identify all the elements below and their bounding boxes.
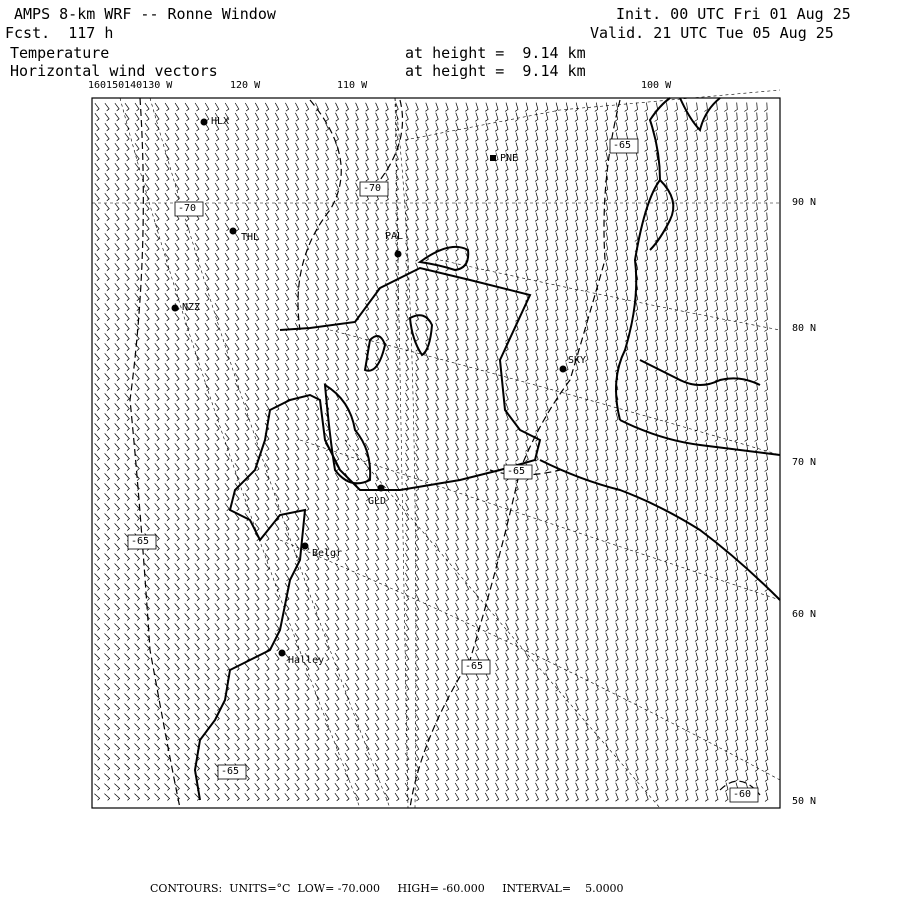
contour-label: -65 xyxy=(613,140,632,151)
contour-label: -70 xyxy=(363,183,382,194)
field-name-temperature: Temperature xyxy=(10,44,110,62)
station-label: HLX xyxy=(211,116,230,127)
contour-label: -60 xyxy=(733,789,752,800)
longitude-label: 160150140130 W xyxy=(88,80,173,91)
map-title: AMPS 8-km WRF -- Ronne Window xyxy=(14,5,276,23)
station-label: THL xyxy=(241,232,260,243)
contour-label: -65 xyxy=(131,536,150,547)
height-temperature: at height = 9.14 km xyxy=(405,44,586,62)
station-label: NZZ xyxy=(182,302,201,313)
station-label: Belgr xyxy=(312,548,343,559)
station-label: PNE xyxy=(500,153,519,164)
contour-label: -65 xyxy=(507,466,526,477)
contour-label: -65 xyxy=(465,661,484,672)
forecast-hour: Fcst. 117 h xyxy=(5,24,114,42)
valid-time: Valid. 21 UTC Tue 05 Aug 25 xyxy=(590,24,834,42)
longitude-label: 120 W xyxy=(230,80,261,91)
longitude-label: 110 W xyxy=(337,80,368,91)
latitude-label: 90 N xyxy=(792,197,817,208)
contour-info: CONTOURS: UNITS=°C LOW= -70.000 HIGH= -60.000 INTERVAL= 5.0000 xyxy=(150,882,624,895)
height-wind: at height = 9.14 km xyxy=(405,62,586,80)
contour-label: -65 xyxy=(221,766,240,777)
station-label: Halley xyxy=(288,655,325,666)
latitude-label: 60 N xyxy=(792,609,817,620)
contour-label: -70 xyxy=(178,203,197,214)
latitude-label: 50 N xyxy=(792,796,817,807)
contour-label-boxes xyxy=(128,139,758,802)
station-label: PAL xyxy=(385,231,404,242)
init-time: Init. 00 UTC Fri 01 Aug 25 xyxy=(616,5,851,23)
station-label: GLD xyxy=(368,496,387,507)
latitude-label: 70 N xyxy=(792,457,817,468)
station-label: SKY xyxy=(568,355,587,366)
longitude-label: 100 W xyxy=(641,80,672,91)
field-name-wind: Horizontal wind vectors xyxy=(10,62,218,80)
latitude-label: 80 N xyxy=(792,323,817,334)
